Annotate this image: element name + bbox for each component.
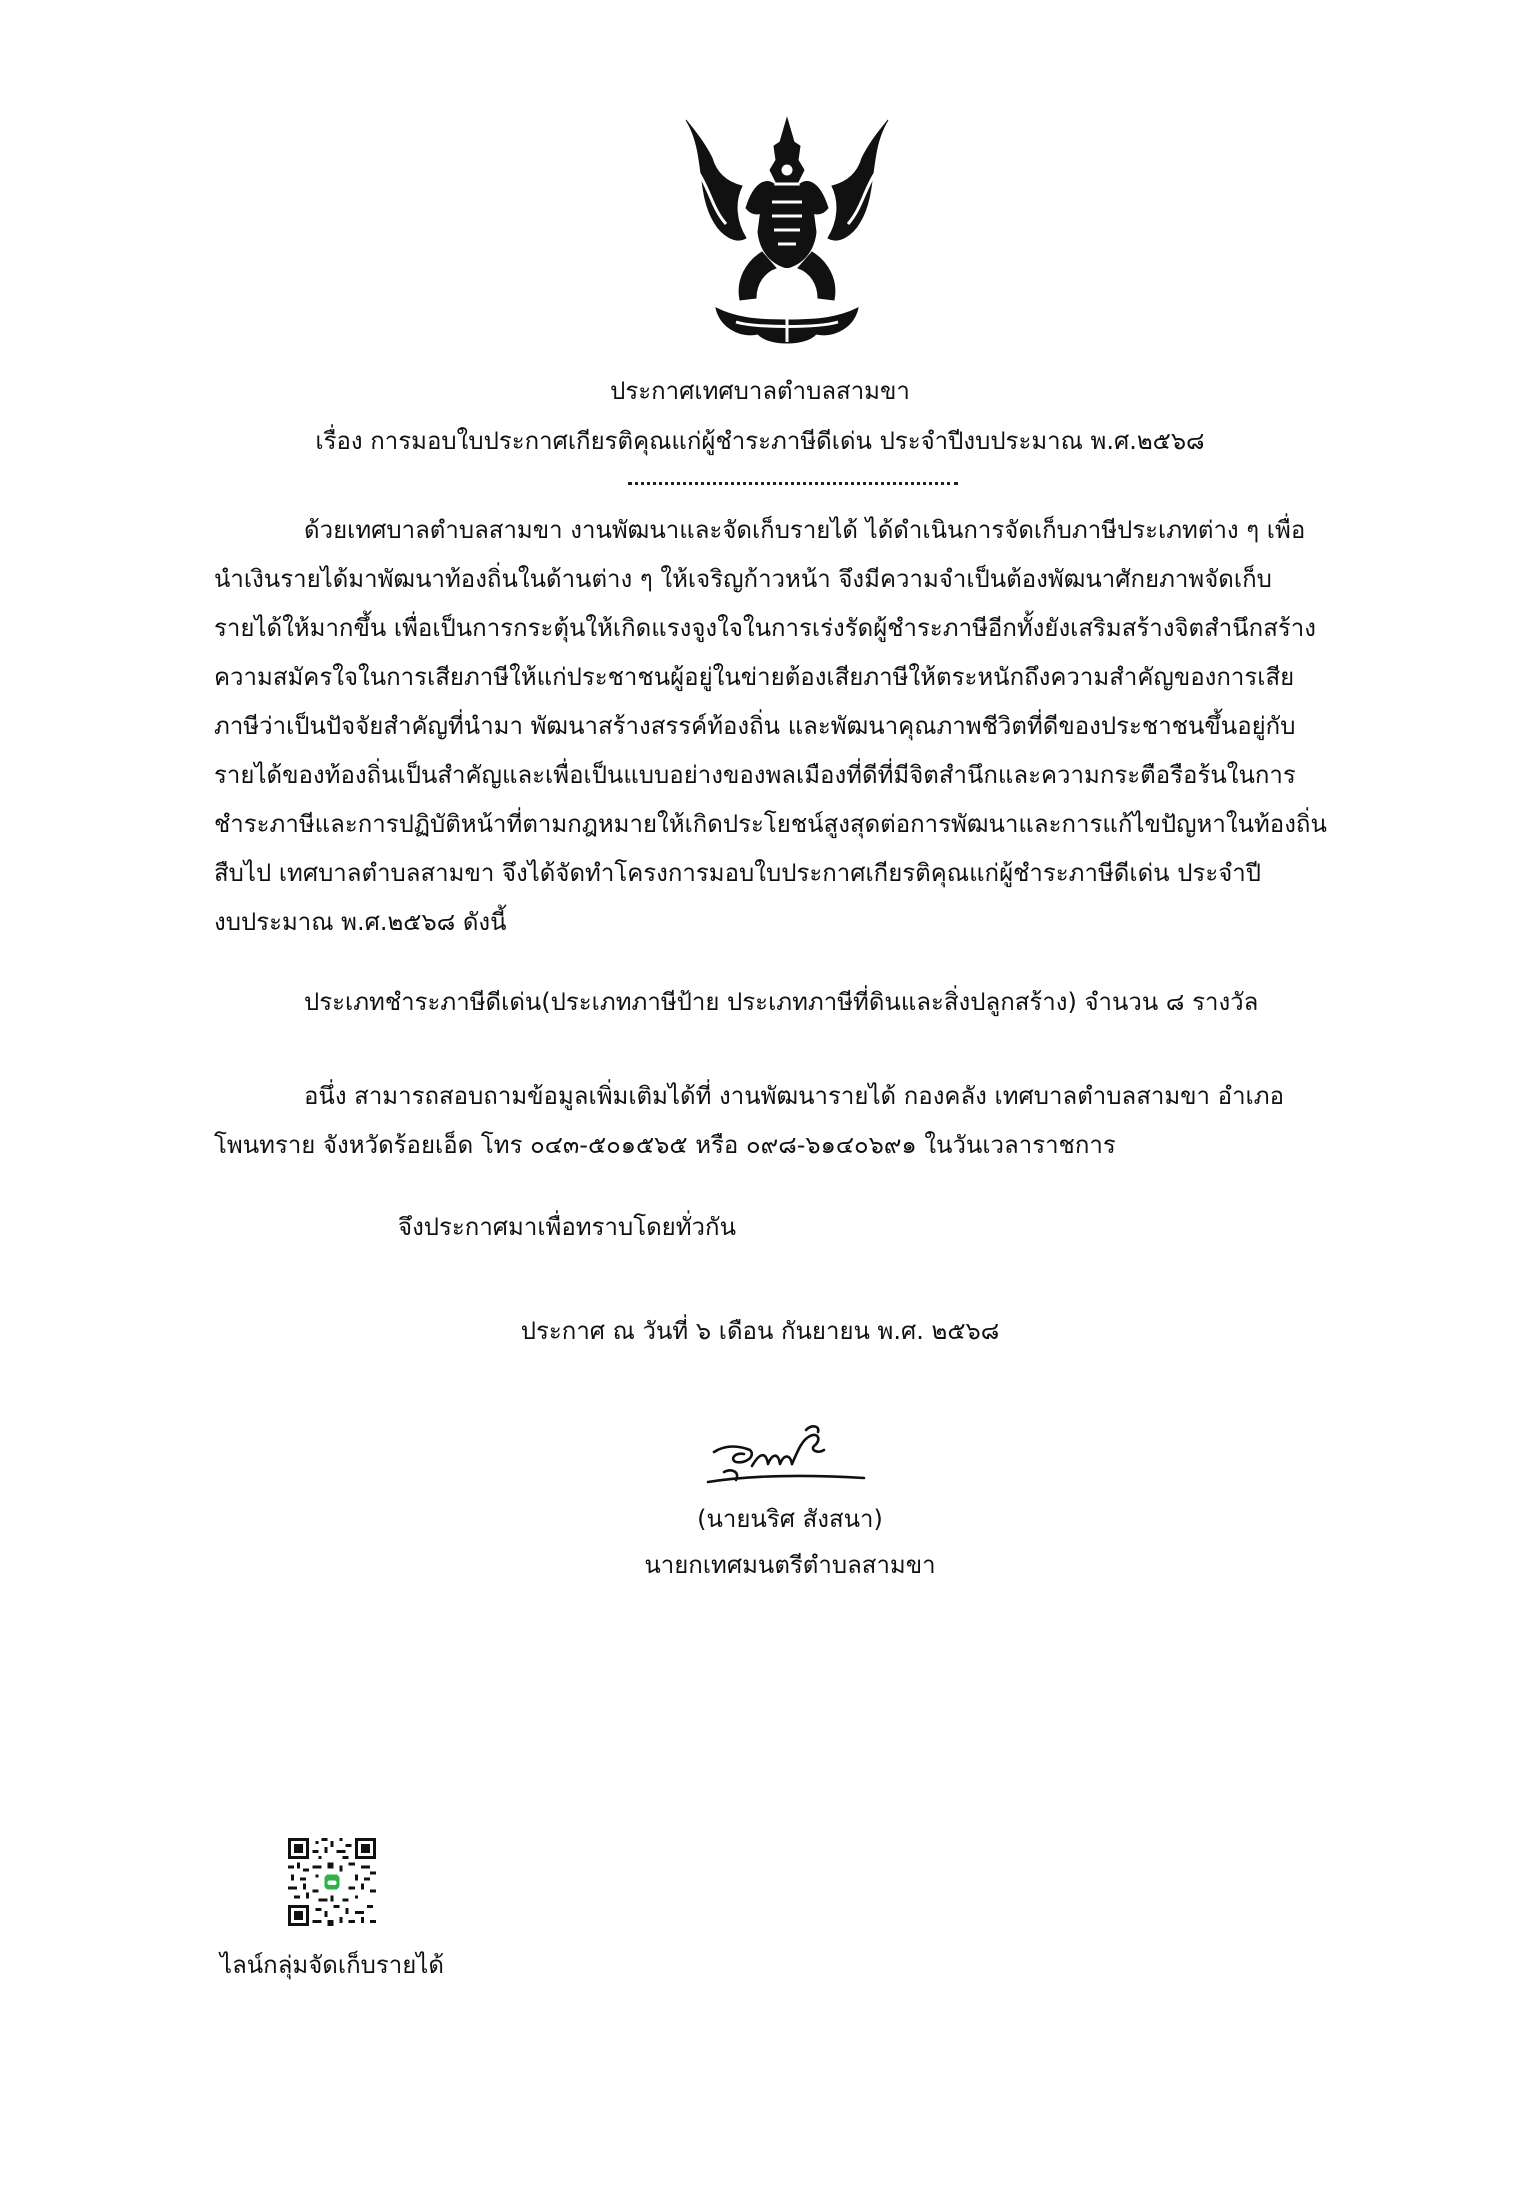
- body-line: งบประมาณ พ.ศ.๒๕๖๘ ดังนี้: [214, 908, 507, 936]
- contact-line: อนึ่ง สามารถสอบถามข้อมูลเพิ่มเติมได้ที่ งานพัฒนารายได้ กองคลัง เทศบาลตำบลสามขา อำเภอ: [304, 1082, 1284, 1110]
- body-line: รายได้ของท้องถิ่นเป็นสำคัญและเพื่อเป็นแบบอย่างของพลเมืองที่ดีที่มีจิตสำนึกและความกระตือรือร้นในการ: [214, 761, 1296, 789]
- award-category-line: ประเภทชำระภาษีดีเด่น(ประเภทภาษีป้าย ประเภทภาษีที่ดินและสิ่งปลูกสร้าง) จำนวน ๘ รางวัล: [304, 988, 1259, 1016]
- signatory-position: นายกเทศมนตรีตำบลสามขา: [644, 1551, 936, 1579]
- body-line: ชำระภาษีและการปฏิบัติหน้าที่ตามกฎหมายให้เกิดประโยชน์สูงสุดต่อการพัฒนาและการแก้ไขปัญหาในท้องถิ่น: [214, 810, 1327, 838]
- contact-paragraph: [214, 1072, 1368, 1170]
- body-line: ความสมัครใจในการเสียภาษีให้แก่ประชาชนผู้อยู่ในข่ายต้องเสียภาษีให้ตระหนักถึงความสำคัญของการเสีย: [214, 663, 1295, 691]
- award-category-paragraph: [214, 978, 1368, 1027]
- body-paragraph: [214, 506, 1368, 947]
- contact-line: โพนทราย จังหวัดร้อยเอ็ด โทร ๐๔๓-๕๐๑๕๖๕ หรือ ๐๙๘-๖๑๔๐๖๙๑ ในวันเวลาราชการ: [214, 1131, 1116, 1159]
- body-line: ด้วยเทศบาลตำบลสามขา งานพัฒนาและจัดเก็บรายได้ ได้ดำเนินการจัดเก็บภาษีประเภทต่าง ๆ เพื่อ: [304, 516, 1306, 544]
- qr-code-icon[interactable]: [288, 1838, 376, 1926]
- body-line: สืบไป เทศบาลตำบลสามขา จึงได้จัดทำโครงการมอบใบประกาศเกียรติคุณแก่ผู้ชำระภาษีดีเด่น ประจำปี: [214, 859, 1261, 887]
- garuda-emblem-icon: [676, 112, 898, 350]
- signatory-name: (นายนริศ สังสนา): [697, 1505, 883, 1533]
- handwritten-signature-icon: [706, 1422, 866, 1492]
- announcement-title: ประกาศเทศบาลตำบลสามขา: [610, 377, 910, 405]
- body-line: รายได้ให้มากขึ้น เพื่อเป็นการกระตุ้นให้เกิดแรงจูงใจในการเร่งรัดผู้ชำระภาษีอีกทั้งยังเสริมสร้างจิตสำนึกสร้าง: [214, 614, 1316, 642]
- dotted-divider: [628, 474, 958, 485]
- announcement-date: ประกาศ ณ วันที่ ๖ เดือน กันยายน พ.ศ. ๒๕๖๘: [520, 1317, 1000, 1345]
- announcement-subject: เรื่อง การมอบใบประกาศเกียรติคุณแก่ผู้ชำระภาษีดีเด่น ประจำปีงบประมาณ พ.ศ.๒๕๖๘: [315, 427, 1205, 455]
- closing-statement: จึงประกาศมาเพื่อทราบโดยทั่วกัน: [398, 1213, 736, 1241]
- body-line: นำเงินรายได้มาพัฒนาท้องถิ่นในด้านต่าง ๆ ให้เจริญก้าวหน้า จึงมีความจำเป็นต้องพัฒนาศักยภาพจัดเก็บ: [214, 565, 1272, 593]
- body-line: ภาษีว่าเป็นปัจจัยสำคัญที่นำมา พัฒนาสร้างสรรค์ท้องถิ่น และพัฒนาคุณภาพชีวิตที่ดีของประชาชนขึ้นอยู่กับ: [214, 712, 1296, 740]
- qr-code-label: ไลน์กลุ่มจัดเก็บรายได้: [220, 1951, 444, 1979]
